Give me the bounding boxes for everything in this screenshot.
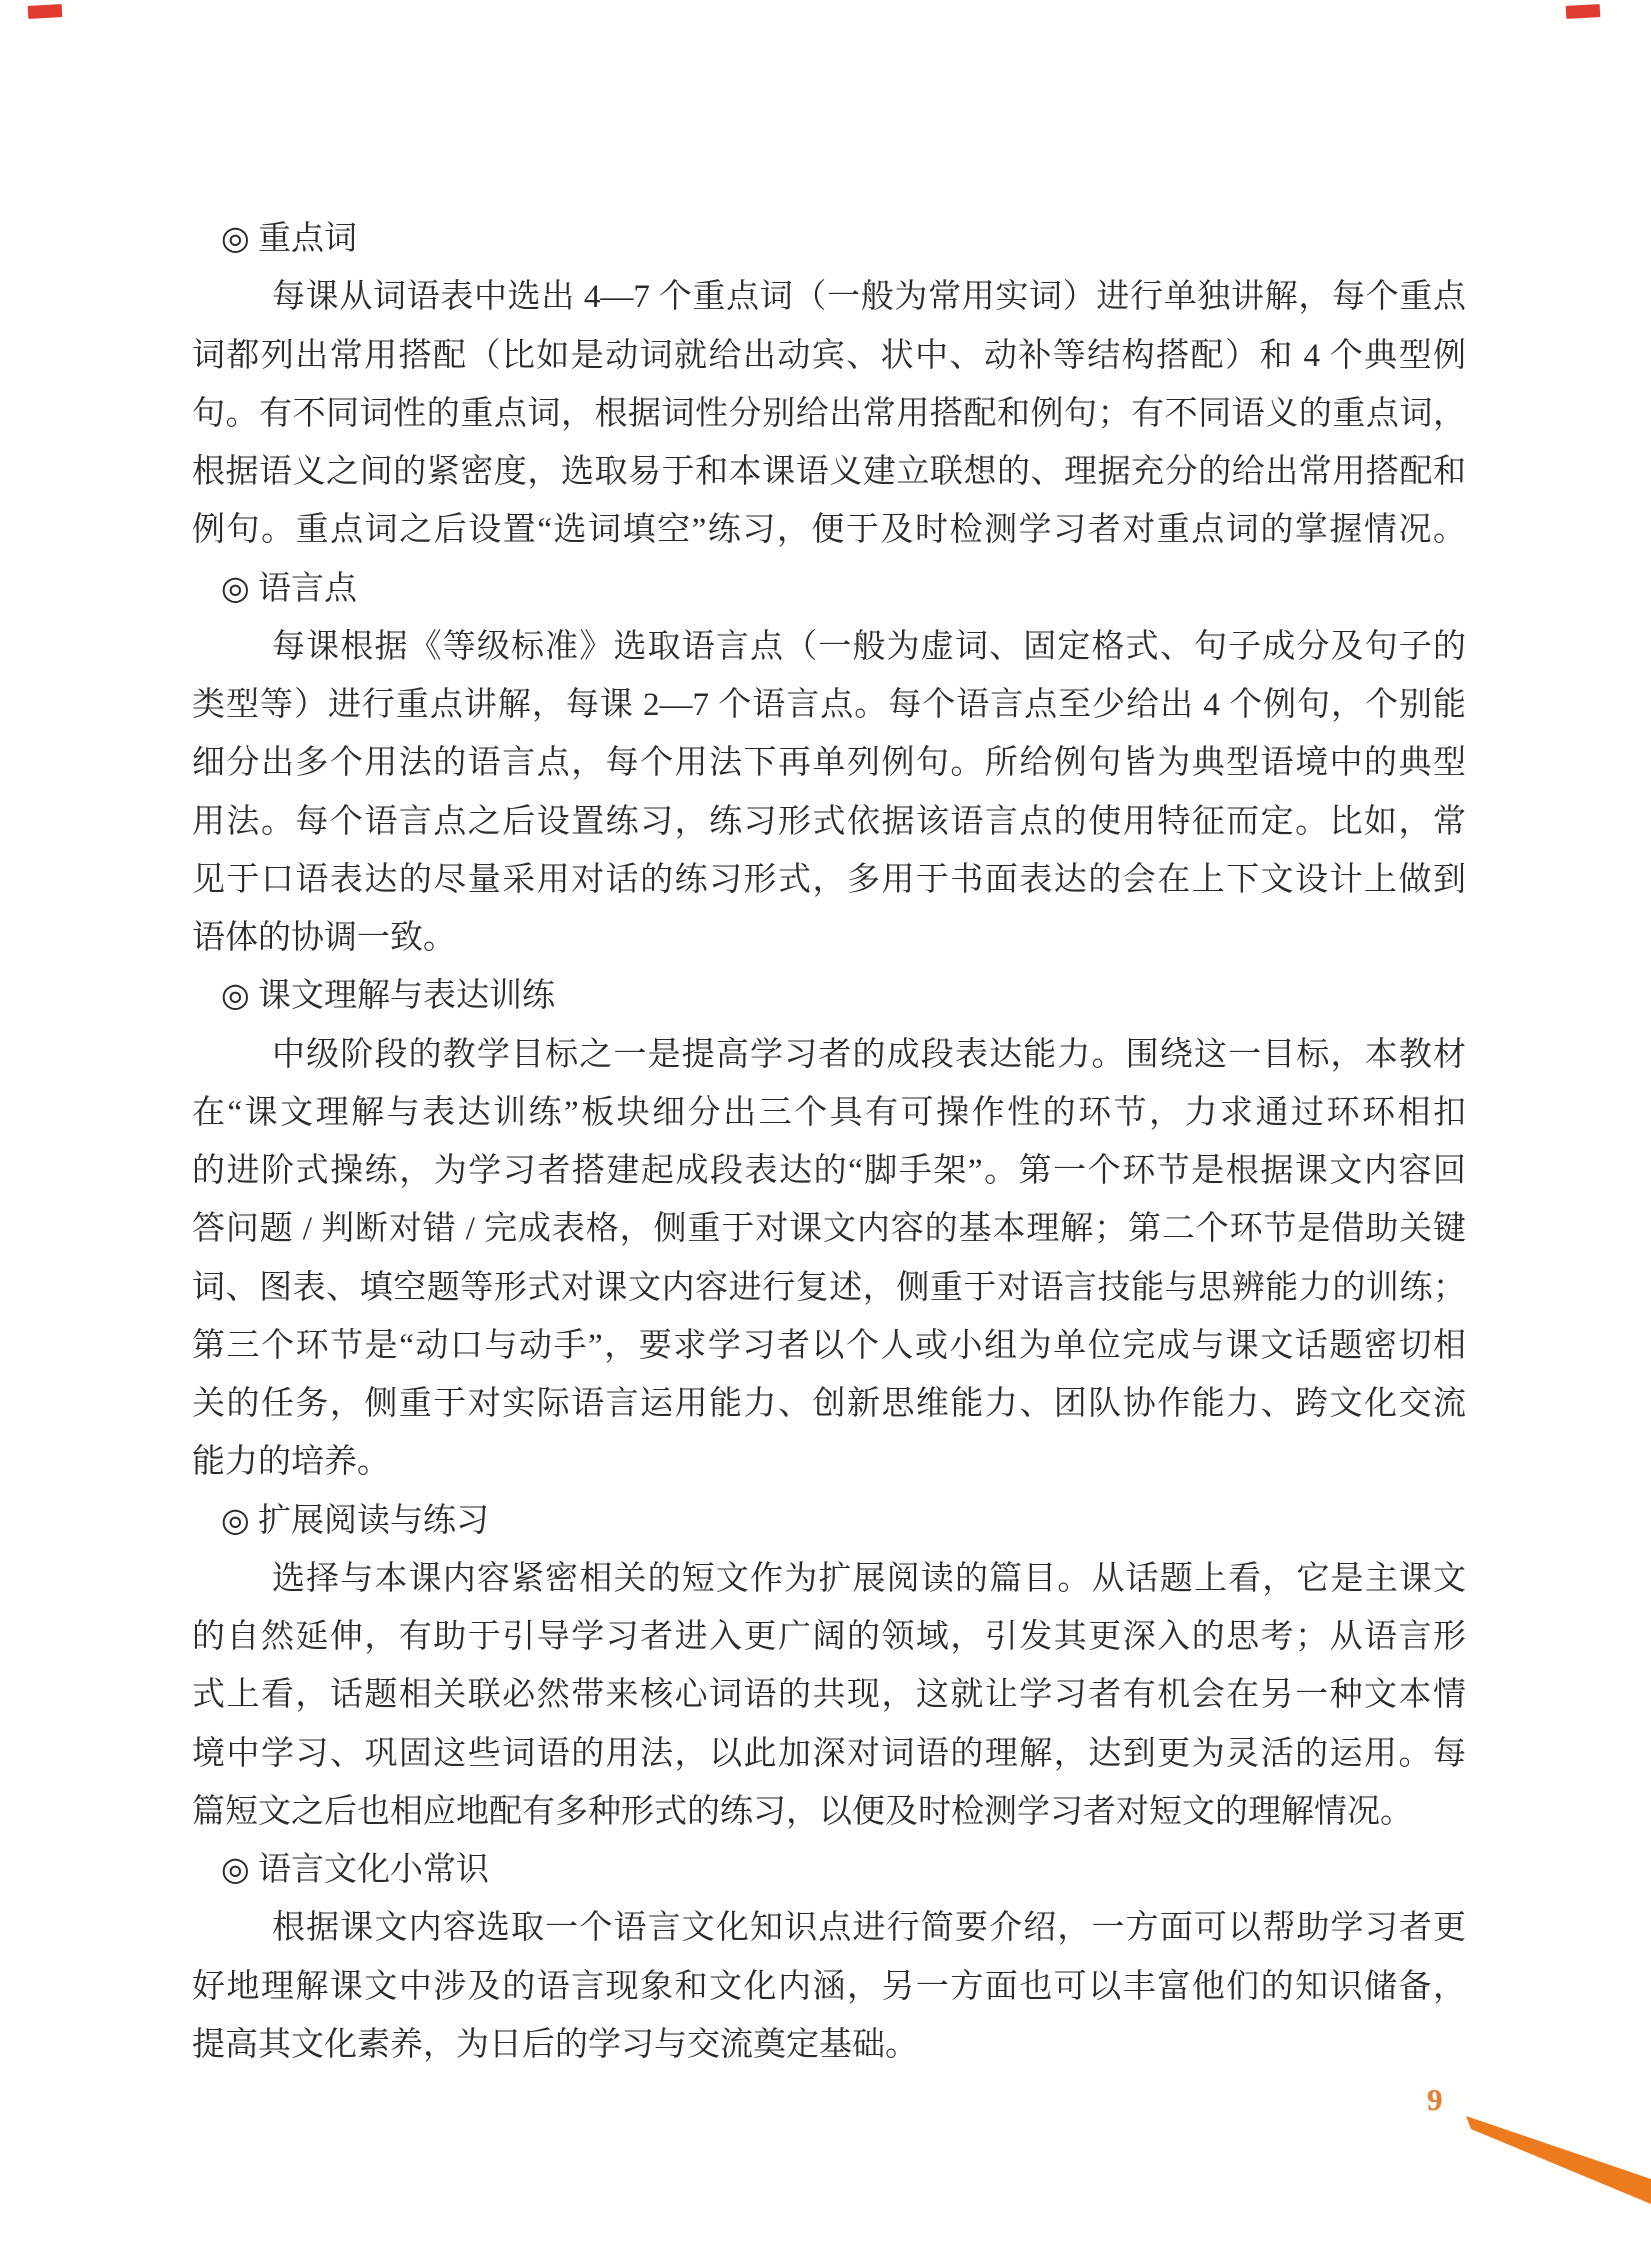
text-line: 每课根据《等级标准》选取语言点（一般为虚词、固定格式、句子成分及句子的 <box>272 628 1466 665</box>
text-line: 第三个环节是“动口与动手”，要求学习者以个人或小组为单位完成与课文话题密切相 <box>192 1327 1466 1364</box>
text-line: 根据课文内容选取一个语言文化知识点进行简要介绍，一方面可以帮助学习者更 <box>272 1910 1466 1947</box>
text-line: 答问题 / 判断对错 / 完成表格，侧重于对课文内容的基本理解；第二个环节是借助关键 <box>192 1211 1466 1248</box>
section-header: ◎ 重点词 <box>221 221 358 257</box>
text-line: 类型等）进行重点讲解，每课 2—7 个语言点。每个语言点至少给出 4 个例句，个别能 <box>192 687 1466 723</box>
text-line: 语体的协调一致。 <box>192 920 456 956</box>
text-line: 根据语义之间的紧密度，选取易于和本课语义建立联想的、理据充分的给出常用搭配和 <box>192 454 1466 490</box>
text-block <box>192 210 1466 2074</box>
text-line: 篇短文之后也相应地配有多种形式的练习，以便及时检测学习者对短文的理解情况。 <box>192 1793 1413 1830</box>
page-corner-swoosh <box>1460 2110 1651 2210</box>
text-line: 提高其文化素养，为日后的学习与交流奠定基础。 <box>192 2026 918 2063</box>
text-line: 在“课文理解与表达训练”板块细分出三个具有可操作性的环节，力求通过环环相扣 <box>192 1094 1466 1131</box>
text-line: 关的任务，侧重于对实际语言运用能力、创新思维能力、团队协作能力、跨文化交流 <box>192 1386 1466 1422</box>
page-number: 9 <box>1427 2082 1443 2117</box>
text-line: 细分出多个用法的语言点，每个用法下再单列例句。所给例句皆为典型语境中的典型 <box>192 745 1466 782</box>
section-header: ◎ 课文理解与表达训练 <box>221 978 556 1015</box>
text-line: 的进阶式操练，为学习者搭建起成段表达的“脚手架”。第一个环节是根据课文内容回 <box>192 1153 1466 1189</box>
text-line: 例句。重点词之后设置“选词填空”练习，便于及时检测学习者对重点词的掌握情况。 <box>192 512 1466 549</box>
text-line: 的自然延伸，有助于引导学习者进入更广阔的领域，引发其更深入的思考；从语言形 <box>192 1619 1466 1655</box>
text-line: 句。有不同词性的重点词，根据词性分别给出常用搭配和例句；有不同语义的重点词， <box>192 395 1466 432</box>
section-header: ◎ 语言点 <box>221 570 358 607</box>
red-registration-mark-left <box>28 4 63 19</box>
text-line: 选择与本课内容紧密相关的短文作为扩展阅读的篇目。从话题上看，它是主课文 <box>272 1560 1466 1597</box>
text-line: 用法。每个语言点之后设置练习，练习形式依据该语言点的使用特征而定。比如，常 <box>192 803 1466 840</box>
red-registration-mark-right <box>1566 4 1601 19</box>
text-line: 式上看，话题相关联必然带来核心词语的共现，这就让学习者有机会在另一种文本情 <box>192 1677 1466 1714</box>
text-line: 能力的培养。 <box>192 1444 390 1481</box>
section-header: ◎ 扩展阅读与练习 <box>221 1502 490 1539</box>
text-line: 好地理解课文中涉及的语言现象和文化内涵，另一方面也可以丰富他们的知识储备， <box>192 1968 1466 2005</box>
text-line: 境中学习、巩固这些词语的用法，以此加深对词语的理解，达到更为灵活的运用。每 <box>192 1735 1466 1772</box>
text-line: 每课从词语表中选出 4—7 个重点词（一般为常用实词）进行单独讲解，每个重点 <box>272 279 1466 316</box>
text-line: 中级阶段的教学目标之一是提高学习者的成段表达能力。围绕这一目标，本教材 <box>272 1036 1466 1073</box>
section-header: ◎ 语言文化小常识 <box>221 1852 490 1888</box>
text-line: 见于口语表达的尽量采用对话的练习形式，多用于书面表达的会在上下文设计上做到 <box>192 861 1466 898</box>
text-line: 词都列出常用搭配（比如是动词就给出动宾、状中、动补等结构搭配）和 4 个典型例 <box>192 337 1466 374</box>
text-line: 词、图表、填空题等形式对课文内容进行复述，侧重于对语言技能与思辨能力的训练； <box>192 1269 1466 1306</box>
